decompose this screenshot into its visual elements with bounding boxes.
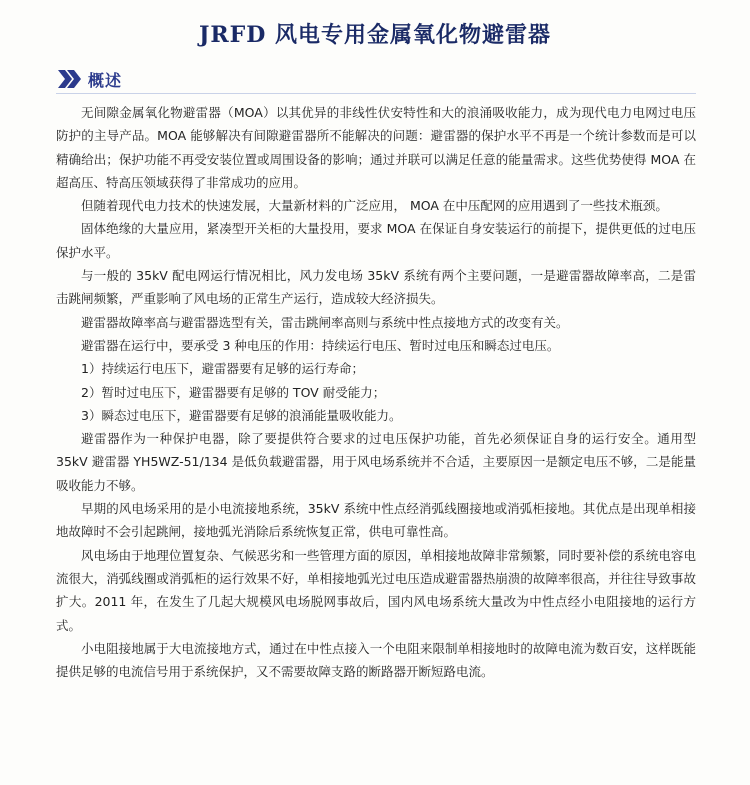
paragraph-early-grounding: 早期的风电场采用的是小电流接地系统，35kV 系统中性点经消弧线圈接地或消弧柜接地。其优点是出现单相接地故障时不会引起跳闸，接地弧光消除后系统恢复正常，供电可靠性高。 xyxy=(56,501,696,540)
section-header xyxy=(56,64,696,94)
list-item: 2）暂时过电压下，避雷器要有足够的 TOV 耐受能力； xyxy=(81,384,386,400)
paragraph-protection-device: 避雷器作为一种保护电器，除了要提供符合要求的过电压保护功能，首先必须保证自身的运行安全。通用型 35kV 避雷器 YH5WZ-51/134 是低负载避雷器，用于风电场系统并不合适，主要原因一是额定电压不够，二是能量吸收能力不够。 xyxy=(56,431,696,493)
paragraph-solid-insulation: 固体绝缘的大量应用，紧凑型开关柜的大量投用，要求 MOA 在保证自身安装运行的前提下，提供更低的过电压保护水平。 xyxy=(56,221,696,260)
paragraph-bottleneck: 但随着现代电力技术的快速发展，大量新材料的广泛应用， MOA 在中压配网的应用遇到了一些技术瓶颈。 xyxy=(81,198,668,214)
double-chevron-right-icon xyxy=(56,68,82,90)
list-item: 1）持续运行电压下，避雷器要有足够的运行寿命； xyxy=(81,361,364,377)
paragraph-failure-causes: 避雷器故障率高与避雷器选型有关，雷击跳闸率高则与系统中性点接地方式的改变有关。 xyxy=(81,314,569,330)
paragraph-three-voltages: 避雷器在运行中，要承受 3 种电压的作用：持续运行电压、暂时过电压和瞬态过电压。 xyxy=(81,337,560,353)
paragraph-intro: 无间隙金属氧化物避雷器（MOA）以其优异的非线性伏安特性和大的浪涌吸收能力，成为现代电力电网过电压防护的主导产品。MOA 能够解决有间隙避雷器所不能解决的问题：避雷器的保护水平不再是一个统计参数而是可以精确给出；保护功能不再受安装位置或周围设备的影响；通过并联可以满足任意的能量需求。这些优势使得 MOA 在超高压、特高压领域获得了非常成功的应用。 xyxy=(56,105,696,190)
list-item: 3）瞬态过电压下，避雷器要有足够的浪涌能量吸收能力。 xyxy=(81,407,402,423)
paragraph-small-resistance: 小电阻接地属于大电流接地方式，通过在中性点接入一个电阻来限制单相接地时的故障电流为数百安，这样既能提供足够的电流信号用于系统保护，又不需要故障支路的断路器开断短路电流。 xyxy=(56,640,696,680)
section-heading: 概述 xyxy=(88,70,123,90)
paragraph-35kv-problems: 与一般的 35kV 配电网运行情况相比，风力发电场 35kV 系统有两个主要问题，一是避雷器故障率高，二是雷击跳闸频繁，严重影响了风电场的正常生产运行，造成较大经济损失。 xyxy=(56,268,696,307)
paragraph-ground-faults: 风电场由于地理位置复杂、气候恶劣和一些管理方面的原因，单相接地故障非常频繁，同时要补偿的系统电容电流很大，消弧线圈或消弧柜的运行效果不好，单相接地弧光过电压造成避雷器热崩溃的故障率很高，并往往导致事故扩大。2011 年，在发生了几起大规模风电场脱网事故后，国内风电场系统大量改为中性点经小电阻接地的运行方式。 xyxy=(56,547,696,633)
article-body xyxy=(56,101,696,683)
page-title: JRFD 风电专用金属氧化物避雷器 xyxy=(198,22,552,48)
section-divider xyxy=(56,93,696,94)
